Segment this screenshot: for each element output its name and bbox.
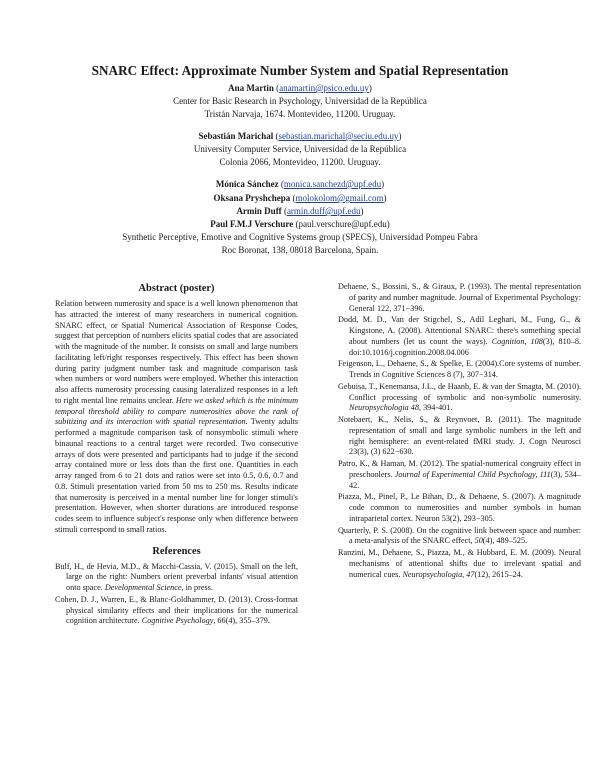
reference-text: Patro, K., & Haman, M. (2012). The spatial-numerical congruity effect in preschoolers. — [338, 459, 581, 479]
author-name: Ana Martin — [228, 83, 274, 93]
author-3: Mónica Sánchez (monica.sanchezd@upf.edu) — [215, 179, 385, 189]
reference-item — [338, 315, 581, 358]
reference-list-right — [338, 282, 581, 580]
reference-text: Bulf, H., de Hevia, M.D., & Macchi-Cassia, V. (2015). Small on the left, large on the right: Numbers orient preverbal infants' visual attention onto space. — [55, 561, 298, 592]
reference-tail: (4), 489–525. — [482, 536, 528, 546]
affiliation: Center for Basic Research in Psychology, Universidad de la República — [173, 96, 427, 106]
reference-item — [338, 359, 581, 381]
reference-text: Feigenson, L., Dehaene, S., & Spelke, E. (2004).Core systems of number. Trends in Cognitive Sciences 8 (7), 307−314. — [338, 359, 581, 379]
author-1: Ana Martin (anamartin@psico.edu.uy) — [228, 83, 372, 93]
address: Tristán Narvaja, 1674. Montevideo, 11200. Uruguay. — [204, 109, 396, 119]
reference-tail: , in press. — [181, 583, 213, 592]
reference-italic: 50 — [474, 536, 483, 546]
reference-tail: , 66(4), 355–379. — [213, 616, 270, 626]
abstract-italic: Here we asked which is the minimum temporal threshold ability to compare numerosities above the rank of subitizing and its interaction with spatial representation. — [55, 395, 298, 427]
paper-title: SNARC Effect: Approximate Number System and Spatial Representation — [91, 63, 509, 78]
reference-italic: Journal of Experimental Child Psychology, 111 — [394, 469, 551, 479]
author-email-link[interactable]: armin.duff@upf.edu — [286, 206, 361, 216]
reference-text: Dodd, M. D., Van der Stigchel, S., Adil Leghari, M., Fung, G., & Kingstone, A. (2008). Attentional SNARC: there's something special about numbers (let us count the ways). — [338, 315, 581, 346]
reference-italic: Neuropsychologia, 47 — [402, 569, 475, 579]
reference-list-left — [55, 562, 298, 628]
reference-item — [338, 282, 581, 314]
abstract-part: Twenty adults performed a magnitude comparison task of nonsymbolic stimuli where binaunal reactions to a central target were recorded. Two consecutive arrays of dots were presented and participants had to judge if the second array contained more or less dots than the first one. Quantities in each array ranged from 6 to 21 dots and ratios were set into 0.5, 0.6, 0.7 and 0.8. Stimuli presentation varied from 50 ms to 250 ms. Results indicate that numerosity is perceived in a mental number line for longer stimuli's presentation. However, when shorter durations are introduced response codes seem to influence subject's response only when difference between stimuli correspond to small ratios. — [55, 417, 298, 534]
reference-text: Gebuisa, T., Kenemansa, J.L., de Haanb, E. & van der Smagta, M. (2010). Conflict processing of symbolic and non-symbolic numerosity. — [338, 381, 581, 402]
author-name: Oksana Pryshchepa — [213, 193, 291, 203]
reference-item — [338, 382, 581, 414]
reference-italic: Developmental Science — [104, 583, 182, 592]
reference-text: Quarterly, P. S. (2008). On the cognitive link between space and number: a meta-analysis of the SNARC effect, — [338, 525, 581, 546]
abstract-text — [55, 299, 298, 536]
author-name: Mónica Sánchez — [215, 179, 279, 189]
affiliation: Synthetic Perceptive, Emotive and Cognitive Systems group (SPECS), Universidad Pompeu Fabra — [122, 232, 478, 242]
reference-tail: (3), 810–8. doi:10.1016/j.cognition.2008.04.006 — [349, 336, 581, 357]
right-column — [338, 282, 581, 581]
author-email-link[interactable]: monica.sanchezd@upf.edu — [283, 179, 382, 189]
author-6: Paul F.M.J Verschure (paul.verschure@upf.edu) — [210, 219, 390, 229]
reference-item — [55, 562, 298, 594]
reference-text: Notebaert, K., Nelis, S., & Reynvoet, B. (2011). The magnitude representation of small and large symbolic numbers in the left and right hemisphere: an event-related fMRI study. J. Cogn Neurosci 23(3), (3) 622−630. — [338, 415, 581, 457]
reference-item — [338, 492, 581, 524]
reference-item — [338, 415, 581, 458]
author-name: Paul F.M.J Verschure — [210, 219, 294, 229]
author-email-link[interactable]: molokolom@gmail.com — [295, 193, 384, 203]
reference-text: Piazza, M., Pinel, P., Le Bihan, D., & Dehaene, S. (2007). A magnitude code common to numerosities and number symbols in human intraparietal cortex. Neuron 53(2), 293−305. — [338, 492, 581, 523]
reference-text: Dehaene, S., Bossini, S., & Giraux, P. (1993). The mental representation of parity and number magnitude. Journal of Experimental Psychology: General 122, 371−396. — [338, 282, 581, 313]
abstract-heading: Abstract (poster) — [138, 283, 215, 294]
author-4: Oksana Pryshchepa (molokolom@gmail.com) — [213, 193, 387, 203]
author-email-link[interactable]: sebastian.marichal@seciu.edu.uy — [278, 131, 399, 141]
reference-tail: , 394-401. — [418, 403, 453, 413]
references-heading: References — [152, 545, 201, 557]
author-email: paul.verschure@upf.edu — [298, 219, 387, 229]
address: Roc Boronat, 138, 08018 Barcelona, Spain. — [221, 245, 379, 255]
left-column — [55, 282, 298, 628]
reference-tail: (12), 2615–24. — [474, 569, 523, 579]
author-2: Sebastián Marichal (sebastian.marichal@seciu.edu.uy) — [198, 131, 402, 141]
reference-item — [338, 526, 581, 548]
reference-italic: Cognitive Psychology — [141, 616, 214, 626]
reference-item — [338, 548, 581, 580]
reference-italic: Cognition, 108 — [491, 336, 543, 346]
author-name: Armin Duff — [236, 206, 282, 216]
author-name: Sebastián Marichal — [198, 131, 274, 141]
author-5: Armin Duff (armin.duff@upf.edu) — [236, 206, 364, 216]
address: Colonia 2066, Montevideo, 11200. Uruguay. — [219, 157, 381, 167]
reference-italic: Neuropsychologia 48 — [349, 403, 419, 413]
reference-text: Cohen, D. J., Warren, E., & Blanc-Goldhammer, D. (2013). Cross-format physical similarity effects and their implications for the numerical cognition architecture. — [55, 594, 298, 626]
reference-tail: (3), 534–42. — [349, 469, 581, 490]
author-email-link[interactable]: anamartin@psico.edu.uy — [279, 83, 369, 93]
reference-item — [55, 595, 298, 627]
abstract-part: Relation between numerosity and space is a well known phenomenon that has attracted the interest of many researchers in numerical cognition. SNARC effect, or Spatial Numerical Association of Response Codes, suggest that perception of numbers elicits spatial codes that are associated with the magnitude of the number. It consists on small and large numbers facilitating left/right responses respectively. This effect has been shown during parity judgment number task and magnitude comparison task when numbers or word numbers were employed. Whether this interaction also affects numerosity processing causing lateralized responses in a left to right mental line remains unclear. — [55, 299, 298, 405]
reference-text: Ranzini, M., Dehaene, S., Piazza, M., & Hubbard, E. M. (2009). Neural mechanisms of attentional shifts due to irrelevant spatial and numerical cues. — [338, 548, 581, 579]
reference-item — [338, 459, 581, 491]
affiliation: University Computer Service, Universidad de la República — [193, 144, 407, 154]
